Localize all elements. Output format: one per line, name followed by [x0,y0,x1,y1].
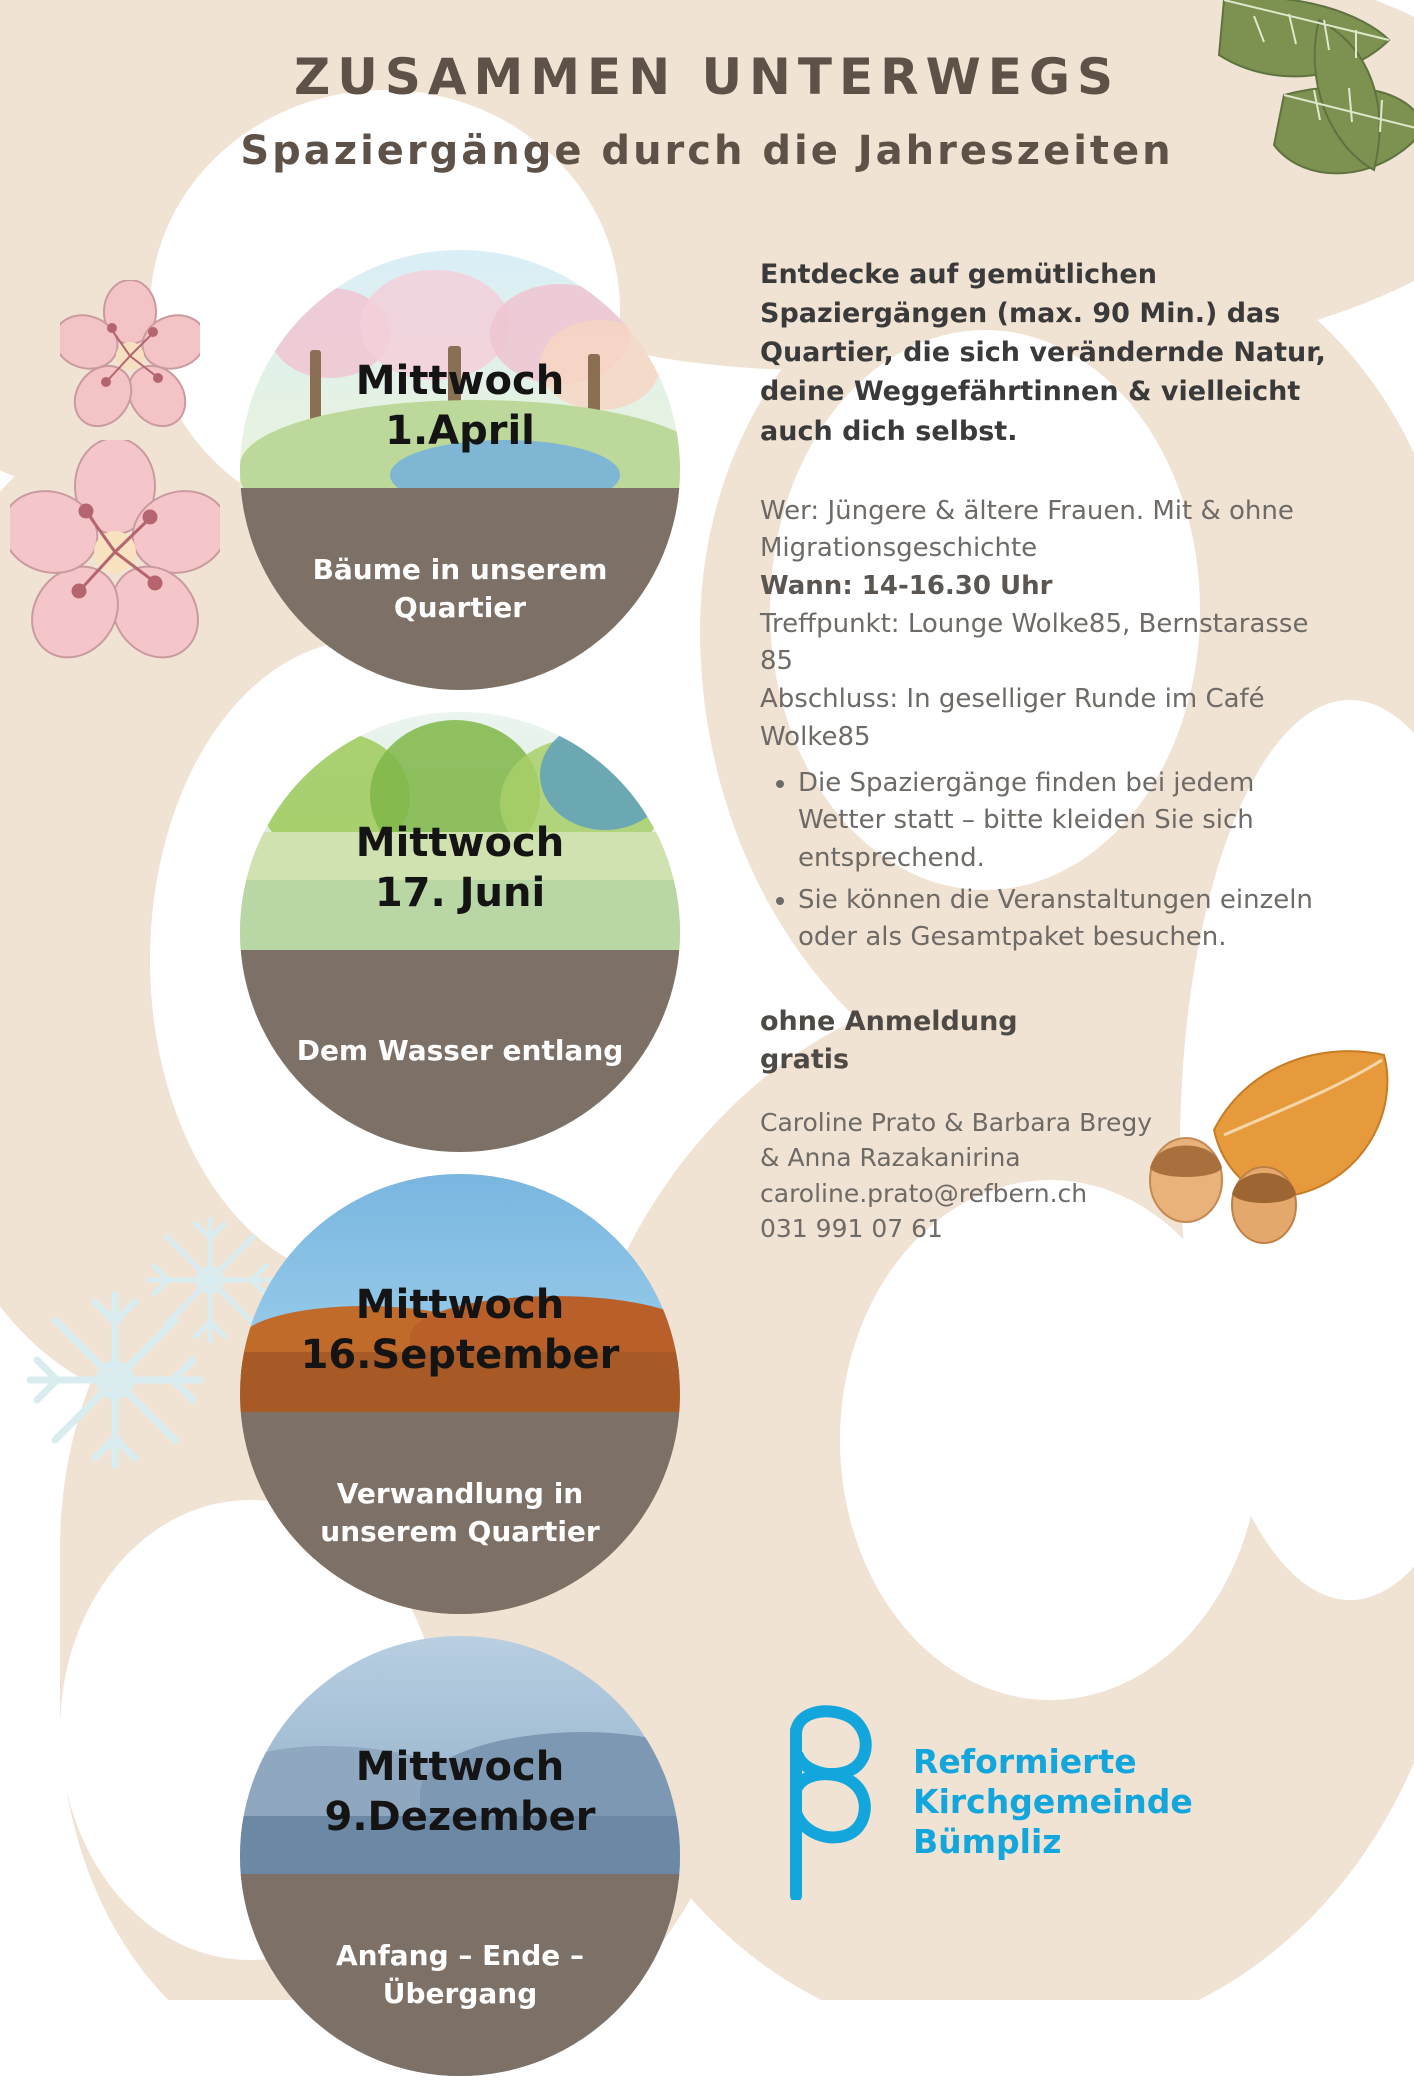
event-details [760,493,1340,757]
event-caption-band [240,1412,680,1614]
list-item: • Sie können die Veranstaltungen einzeln oder als Gesamtpaket besuchen. [798,882,1340,957]
information-column [760,255,1340,1247]
page-subtitle: Spaziergänge durch die Jahreszeiten [240,128,1174,174]
event-caption: Bäume in unserem Quartier [312,553,608,624]
list-item: • Die Spaziergänge finden bei jedem Wetter statt – bitte kleiden Sie sich entsprechend. [798,765,1340,878]
contact-phone: 031 991 07 61 [760,1214,943,1244]
event-date-summer [240,818,680,918]
cherry-blossom-icon [60,280,200,434]
event-caption-band [240,950,680,1152]
event-weekday: Mittwoch [355,1281,565,1328]
notes-list [760,765,1340,957]
event-card-autumn [240,1174,680,1614]
registration-line-1: ohne Anmeldung [760,1005,1018,1037]
cherry-blossom-icon [10,440,220,664]
event-date-winter [240,1742,680,1842]
registration-line-2: gratis [760,1043,850,1075]
event-date-autumn [240,1280,680,1380]
event-caption-band [240,1874,680,2076]
registration-info [760,1003,1340,1079]
page-title: ZUSAMMEN UNTERWEGS [293,48,1121,106]
event-caption: Dem Wasser entlang [296,1033,624,1067]
event-date-spring [240,356,680,456]
event-weekday: Mittwoch [355,819,565,866]
organization-logo [760,1700,1193,1904]
church-logo-icon [760,1700,895,1904]
logo-text [913,1742,1193,1863]
detail-when: Wann: 14-16.30 Uhr [760,571,1053,602]
poster-header [0,48,1414,174]
logo-line-2: Kirchgemeinde [913,1781,1193,1821]
logo-line-1: Reformierte [913,1741,1137,1781]
event-day: 17. Juni [374,869,546,916]
contact-names-2: & Anna Razakanirina [760,1143,1021,1173]
event-card-summer [240,712,680,1152]
event-day: 1.April [385,407,535,454]
event-day: 16.September [300,1331,620,1378]
event-caption: Anfang – Ende – Übergang [336,1939,584,2010]
event-list [240,250,680,2098]
detail-meeting-point: Treffpunkt: Lounge Wolke85, Bernstarasse 85 [760,608,1309,677]
intro-text: Entdecke auf gemütlichen Spaziergängen (max. 90 Min.) das Quartier, die sich verändernde Natur, deine Weggefährtinnen & vielleicht auch dich selbst. [760,259,1326,447]
event-card-spring [240,250,680,690]
event-weekday: Mittwoch [355,1743,565,1790]
event-caption: Verwandlung in unserem Quartier [320,1477,600,1548]
contact-names-1: Caroline Prato & Barbara Bregy [760,1107,1152,1137]
event-caption-band [240,488,680,690]
event-card-winter [240,1636,680,2076]
contact-email[interactable]: caroline.prato@refbern.ch [760,1178,1088,1208]
logo-line-3: Bümpliz [913,1822,1062,1862]
detail-closing: Abschluss: In geselliger Runde im Café Wolke85 [760,684,1265,752]
event-weekday: Mittwoch [355,357,565,404]
event-day: 9.Dezember [324,1793,596,1840]
contact-info [760,1105,1340,1247]
detail-who: Wer: Jüngere & ältere Frauen. Mit & ohne Migrationsgeschichte [760,495,1294,564]
